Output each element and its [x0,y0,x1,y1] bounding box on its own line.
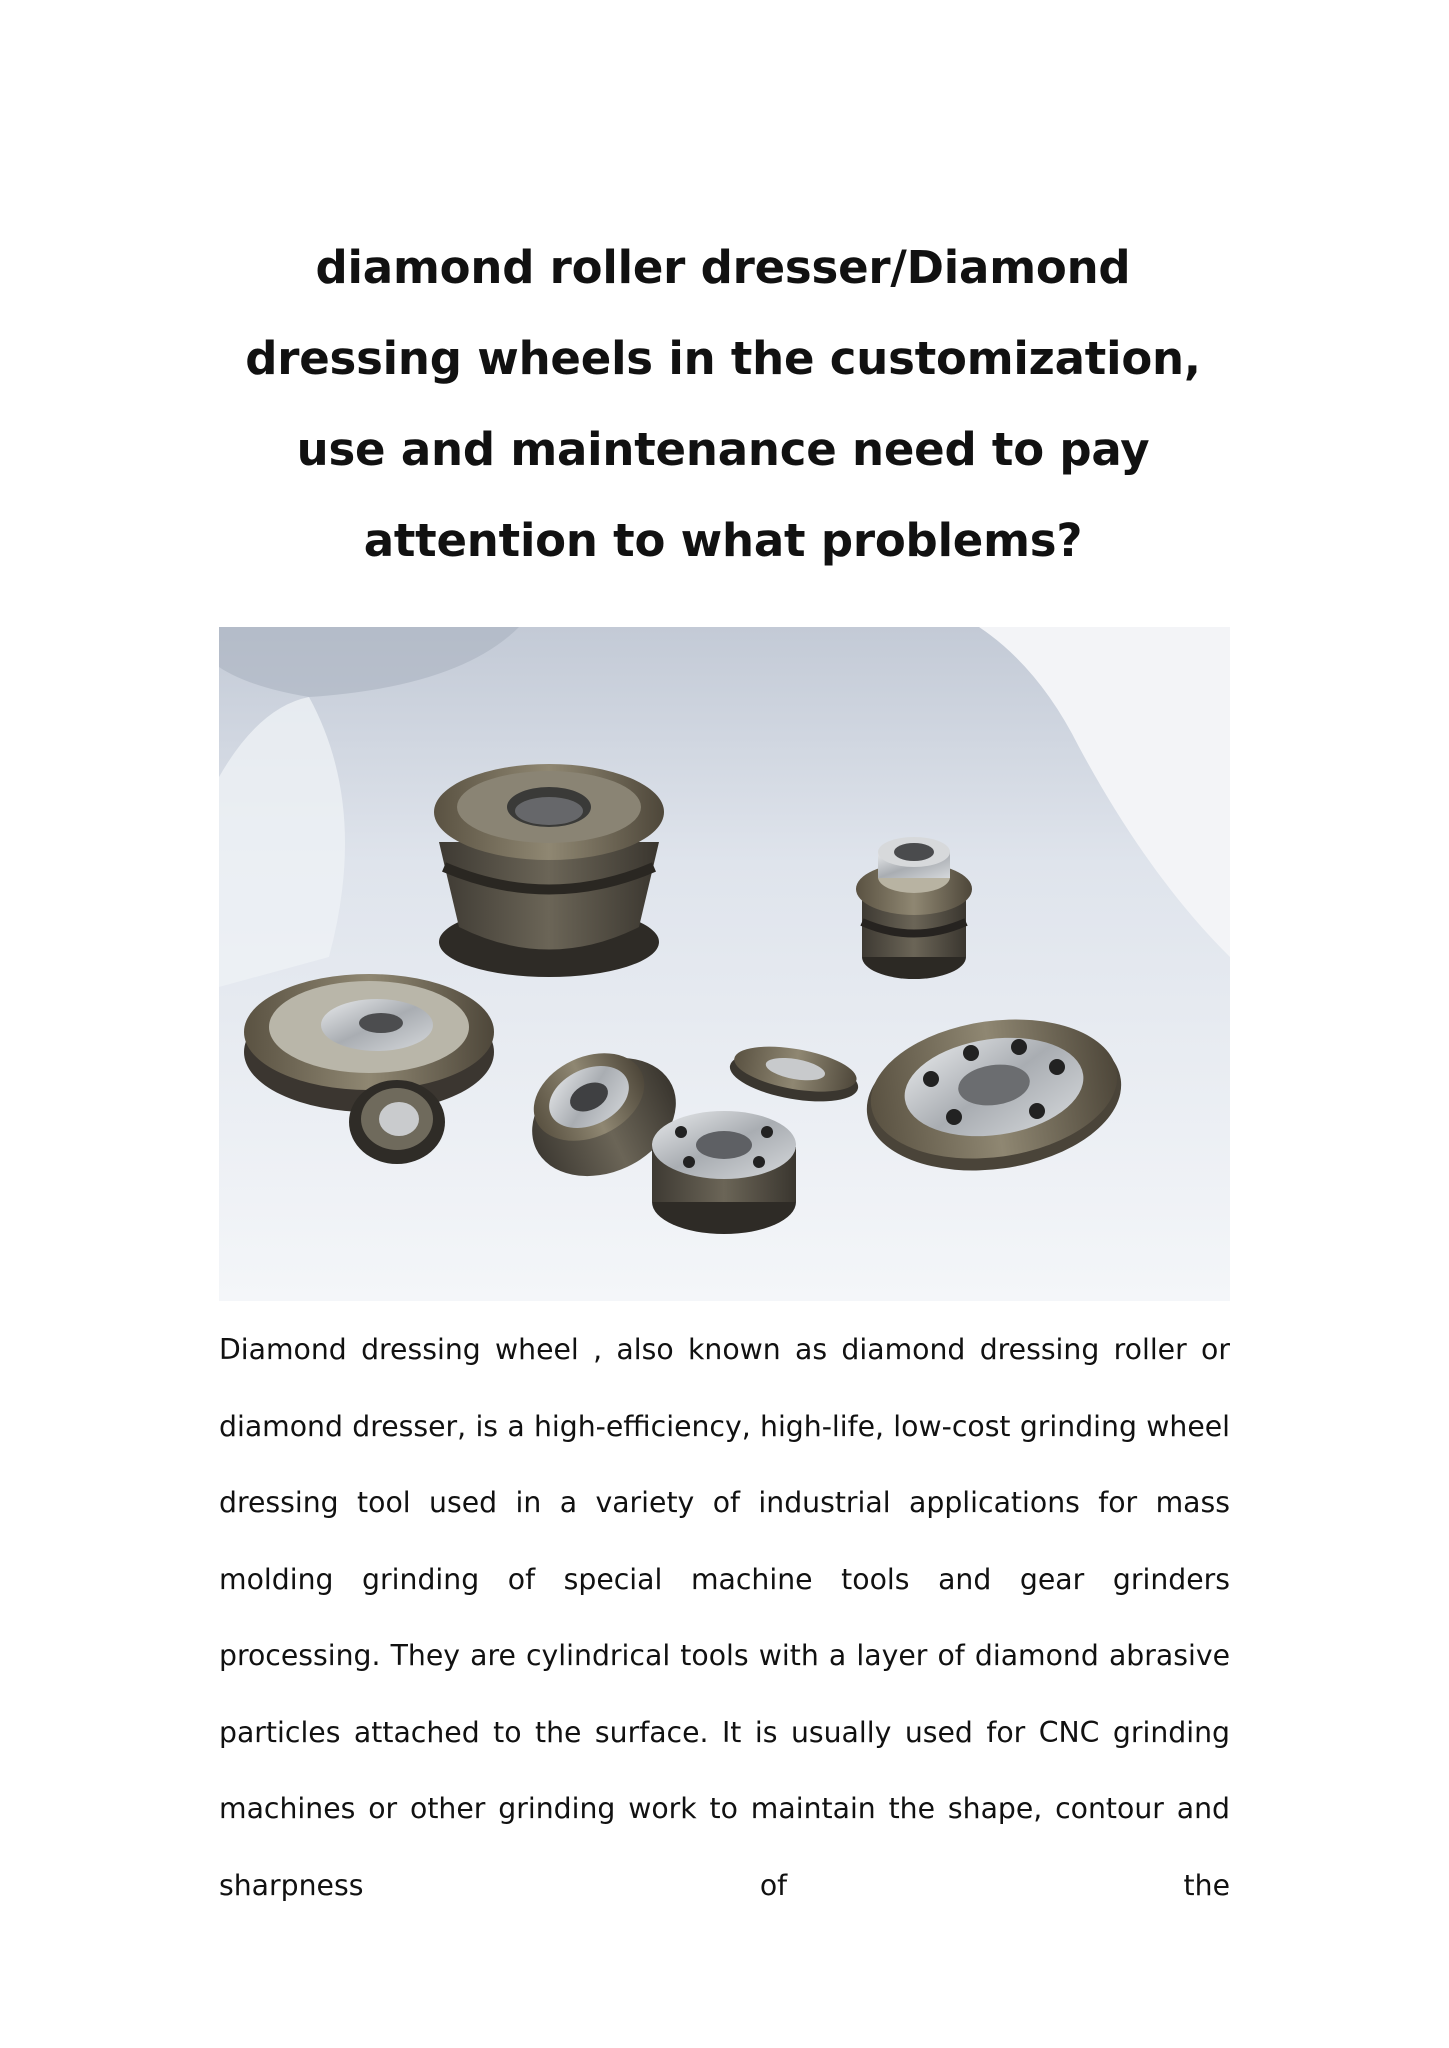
body-paragraph: Diamond dressing wheel , also known as diamond dressing roller or diamond dresser, is a high-efficiency, high-life, low-cost grinding wheel dressing tool used in a variety of industrial applications for mass molding grinding of special machine tools and gear grinders processing. They are cylindrical tools with a layer of diamond abrasive particles attached to the surface. It is usually used for CNC grinding machines or other grinding work to maintain the shape, contour and sharpness of the [219,1333,1230,1902]
product-photo-diamond-dressing-wheels-icon [219,627,1230,1301]
document-title: diamond roller dresser/Diamond dressing wheels in the customization, use and maintenance need to pay attention to what problems? [245,241,1201,567]
product-photo [219,627,1230,1301]
